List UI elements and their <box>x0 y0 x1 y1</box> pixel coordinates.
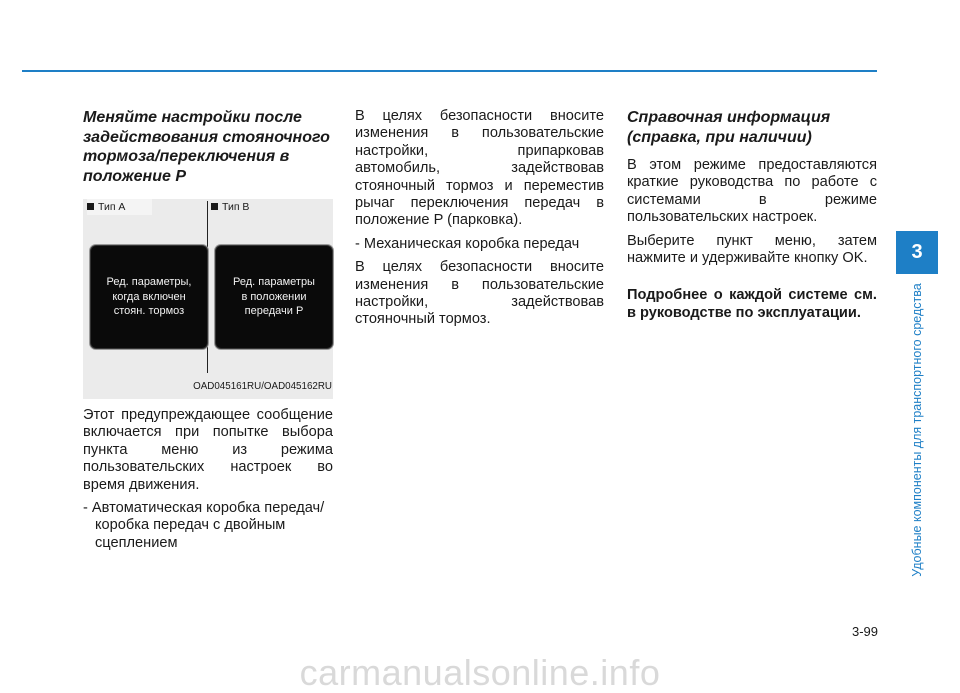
column-1 <box>83 108 333 558</box>
paragraph: В целях безопасности вносите изменения в пользовательские настройки, припарковав автомобиль, задействовав стояночный тормоз и переместив рычаг переключения передач в положение P (парковка). <box>355 108 604 229</box>
list-item: - Механическая коробка передач <box>355 235 580 252</box>
watermark: carmanualsonline.info <box>299 652 661 693</box>
square-bullet-icon <box>211 203 218 210</box>
list-item: - Автоматическая коробка передач/коробка передач с двойным сцеплением <box>83 500 325 551</box>
figure-code: OAD045161RU/OAD045162RU <box>193 380 332 392</box>
chapter-tab[interactable]: 3 <box>896 231 938 274</box>
paragraph: В этом режиме предоставляются краткие руководства по работе с системами в режиме пользовательских настроек. <box>627 157 877 226</box>
paragraph-bold: Подробнее о каждой системе см. в руководстве по эксплуатации. <box>627 287 877 321</box>
column-3 <box>627 108 877 328</box>
figure-label-type-b: Тип B <box>211 199 249 215</box>
column-2 <box>355 108 604 335</box>
cluster-screen-type-b: Ред. параметры в положении передачи P <box>215 245 333 349</box>
cluster-screen-type-a: Ред. параметры, когда включен стоян. тормоз <box>90 245 208 349</box>
paragraph: Этот предупреждающее сообщение включается при попытке выбора пункта меню из режима пользовательских настроек во время движения. <box>83 407 333 493</box>
figure-label-type-a: Тип A <box>87 199 152 215</box>
paragraph: Выберите пункт меню, затем нажмите и удерживайте кнопку OK. <box>627 232 877 267</box>
page-number: 3-99 <box>851 624 878 639</box>
chapter-title-wrap <box>896 280 938 580</box>
section-heading: Меняйте настройки после задействования стояночного тормоза/переключения в положение P <box>83 109 330 185</box>
square-bullet-icon <box>87 203 94 210</box>
chapter-title: Удобные компоненты для транспортного средства <box>910 283 924 577</box>
paragraph: В целях безопасности вносите изменения в пользовательские настройки, задействовав стояночный тормоз. <box>355 259 604 328</box>
warning-figure <box>83 199 333 399</box>
section-heading: Справочная информация (справка, при наличии) <box>627 109 831 146</box>
top-rule <box>22 70 877 72</box>
